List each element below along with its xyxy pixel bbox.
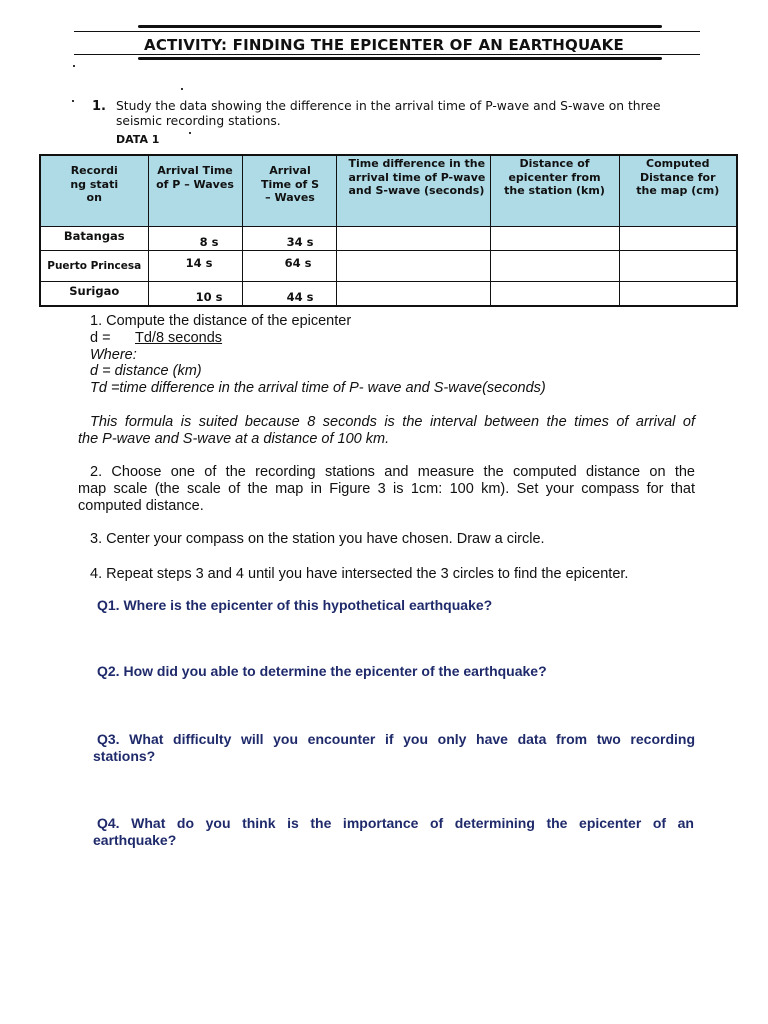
step2-line1: 2. Choose one of the recording stations and measure the computed distance on the xyxy=(90,464,695,480)
s-wave-cell: 64 s xyxy=(242,251,336,282)
stray-mark xyxy=(189,132,191,134)
question-4-line2: earthquake? xyxy=(93,832,177,848)
formula-rhs: Td/8 seconds xyxy=(135,330,223,346)
s-wave-cell: 34 s xyxy=(242,227,336,251)
stray-mark xyxy=(72,100,74,102)
time-difference-cell[interactable] xyxy=(336,282,490,306)
table-header-row xyxy=(40,155,737,227)
station-cell: Batangas xyxy=(40,227,148,251)
step2-line2: map scale (the scale of the map in Figure 3 is 1cm: 100 km). Set your compass for that xyxy=(78,481,695,497)
distance-km-cell[interactable] xyxy=(490,282,619,306)
formula-definition-td: Td =time difference in the arrival time of P- wave and S-wave(seconds) xyxy=(90,380,546,396)
distance-km-cell[interactable] xyxy=(490,251,619,282)
header-p-wave-arrival: Arrival Time of P – Waves xyxy=(148,155,242,227)
table-row xyxy=(40,282,737,306)
formula-definition-d: d = distance (km) xyxy=(90,363,202,379)
question-2: Q2. How did you able to determine the epicenter of the earthquake? xyxy=(97,663,547,679)
instruction-number: 1. xyxy=(92,99,106,114)
step1-title: 1. Compute the distance of the epicenter xyxy=(90,313,352,329)
step3-text: 3. Center your compass on the station you have chosen. Draw a circle. xyxy=(90,531,545,547)
instruction-text: Study the data showing the difference in the arrival time of P-wave and S-wave on three seismic recording stations. xyxy=(116,99,661,128)
title-bottom-thin-rule xyxy=(74,54,700,55)
p-wave-cell: 8 s xyxy=(148,227,242,251)
formula-where: Where: xyxy=(90,347,137,363)
title-bottom-thick-rule xyxy=(138,57,662,60)
table-row xyxy=(40,251,737,282)
data-label: DATA 1 xyxy=(116,133,160,146)
worksheet-title: ACTIVITY: FINDING THE EPICENTER OF AN EARTHQUAKE xyxy=(144,36,624,54)
question-4-line1: Q4. What do you think is the importance of determining the epicenter of an xyxy=(97,815,694,831)
formula-lhs: d = xyxy=(90,330,111,346)
stray-mark xyxy=(181,88,183,90)
distance-cm-cell[interactable] xyxy=(619,227,737,251)
title-top-thick-rule xyxy=(138,25,662,28)
header-time-difference: Time difference in the arrival time of P-wave and S-wave (seconds) xyxy=(336,155,490,227)
distance-cm-cell[interactable] xyxy=(619,282,737,306)
time-difference-cell[interactable] xyxy=(336,227,490,251)
arrival-time-table xyxy=(39,154,738,307)
step2-line3: computed distance. xyxy=(78,498,204,514)
title-top-thin-rule xyxy=(74,31,700,32)
station-cell: Surigao xyxy=(40,282,148,306)
header-s-wave-arrival: Arrival Time of S – Waves xyxy=(242,155,336,227)
table-row xyxy=(40,227,737,251)
distance-km-cell[interactable] xyxy=(490,227,619,251)
time-difference-cell[interactable] xyxy=(336,251,490,282)
question-3-line1: Q3. What difficulty will you encounter if you only have data from two recording xyxy=(97,731,695,747)
p-wave-cell: 14 s xyxy=(148,251,242,282)
stray-mark xyxy=(73,65,75,67)
header-distance-km: Distance of epicenter from the station (km) xyxy=(490,155,619,227)
s-wave-cell: 44 s xyxy=(242,282,336,306)
question-1: Q1. Where is the epicenter of this hypothetical earthquake? xyxy=(97,597,493,613)
p-wave-cell: 10 s xyxy=(148,282,242,306)
question-3-line2: stations? xyxy=(93,748,156,764)
step4-text: 4. Repeat steps 3 and 4 until you have intersected the 3 circles to find the epicenter. xyxy=(90,566,629,582)
distance-cm-cell[interactable] xyxy=(619,251,737,282)
header-recording-station: Recordi ng stati on xyxy=(40,155,148,227)
formula-note-line2: the P-wave and S-wave at a distance of 100 km. xyxy=(78,431,390,447)
formula-note-line1: This formula is suited because 8 seconds is the interval between the times of arrival of xyxy=(90,414,695,430)
header-distance-cm: Computed Distance for the map (cm) xyxy=(619,155,737,227)
station-cell: Puerto Princesa xyxy=(40,251,148,282)
